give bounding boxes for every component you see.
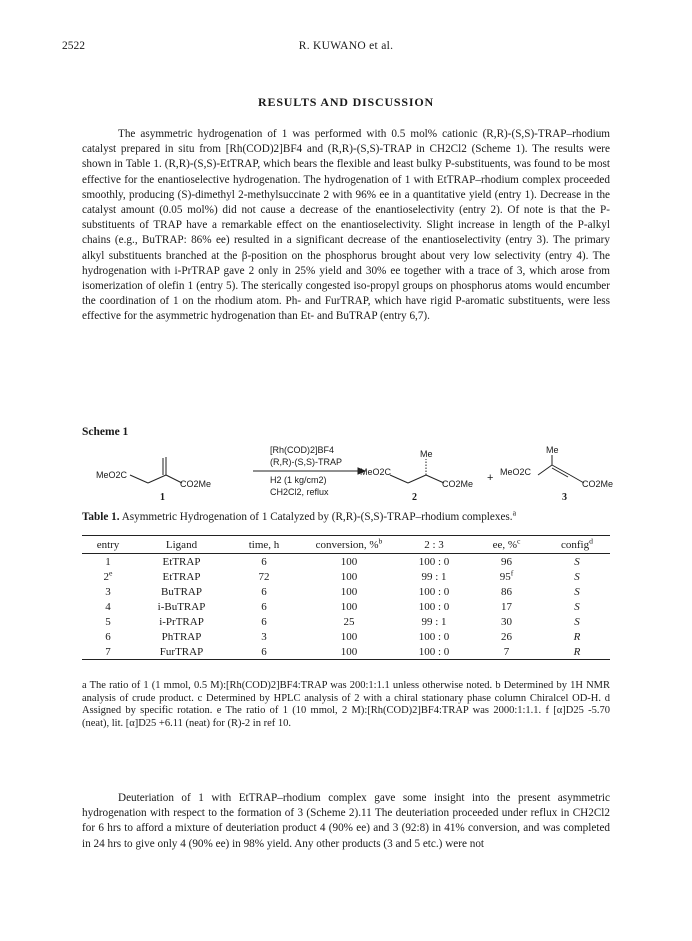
p3-methyl: Me: [546, 445, 559, 455]
paragraph-results-text: The asymmetric hydrogenation of 1 was performed with 0.5 mol% cationic (R,R)-(S,S)-TRAP–rhodium catalyst prepared in situ from [Rh(COD)2]BF4 and (R,R)-(S,S)-TRAP in CH2Cl2 (Scheme 1). The results were shown in Table 1. (R,R)-(S,S)-EtTRAP, which bears the flexible and least bulky P-substituents, was found to be most effective for the enantioselective hydrogenation. The hydrogenation of 1 with EtTRAP–rhodium complex proceeded smoothly, producing (S)-dimethyl 2-methylsuccinate 2 with 96% ee in a quantitative yield (entry 1). Decrease in the catalyst amount (0.05 mol%) did not cause a decrease of the enantioselectivity (entry 2). Of note is that the P-substituents of TRAP have a remarkable effect on the enantioselectivity. Slight increase in length of the P-alkyl chains (e.g., BuTRAP: 86% ee) resulted in a significant decrease of the enantioselectivity (entry 3). The primary alkyl substituents branched at the β-position on the phosphorus brought about very low selectivity (entry 4). The hydrogenation with i-PrTRAP gave 2 only in 25% yield and 30% ee together with a trace of 3, which arose from isomerization of olefin 1 (entry 5). The sterically congested iso-propyl groups on phosphorus atoms would encumber the coordination of 1 on the rhodium atom. Ph- and FurTRAP, which have rigid P-aromatic substituents, were less effective for the asymmetric hydrogenation than Et- and BuTRAP (entry 6,7).: [82, 128, 610, 323]
col-ligand: Ligand: [134, 536, 229, 554]
table-footnotes: a The ratio of 1 (1 mmol, 0.5 M):[Rh(COD)2]BF4:TRAP was 200:1:1.1 unless otherwise noted. b Determined by 1H NMR analysis of crude product. c Determined by HPLC analysis of 2 with a chiral stationary phase column Chiralcel OD-H. d Assigned by specific rotation. e The ratio of 1 (10 mmol, 2 M):[Rh(COD)2]BF4:TRAP was 2000:1:1.1. f [α]D25 -5.70 (neat), lit. [α]D25 +6.11 (neat) for (R)-2 in ref 10.: [82, 680, 610, 729]
compound-3-label: 3: [562, 492, 567, 503]
compound-2-label: 2: [412, 492, 417, 503]
col-time: time, h: [229, 536, 299, 554]
p2-ester-left: MeO2C: [360, 467, 392, 477]
running-header: [62, 40, 630, 56]
table-header-row: [82, 536, 610, 554]
p2-methyl: Me: [420, 449, 433, 459]
table-caption-label: Table 1.: [82, 511, 120, 523]
condition-pressure: H2 (1 kg/cm2): [270, 475, 327, 485]
paragraph-deuteriation: [82, 791, 610, 852]
col-ee: ee, %$^c$: [469, 536, 544, 554]
table-row: 3 BuTRAP 6 100 100 : 0 86 S: [105, 585, 580, 598]
p3-ester-left: MeO2C: [500, 467, 532, 477]
paragraph-results: [82, 127, 610, 325]
scheme-plus: +: [487, 472, 494, 484]
condition-solvent: CH2Cl2, reflux: [270, 487, 329, 497]
section-title: RESULTS AND DISCUSSION: [258, 95, 434, 109]
table-row: 4 i-BuTRAP 6 100 100 : 0 17 S: [105, 600, 580, 613]
sm-ester-left: MeO2C: [96, 470, 128, 480]
running-author: R. KUWANO et al.: [298, 40, 394, 52]
col-ratio: 2 : 3: [399, 536, 469, 554]
table-row: 5 i-PrTRAP 6 25 99 : 1 30 S: [105, 615, 580, 628]
table-row: 6 PhTRAP 3 100 100 : 0 26 R: [105, 630, 581, 643]
table-caption: [82, 508, 612, 523]
col-config: config$^d$: [544, 536, 610, 554]
p2-ester-right: CO2Me: [442, 479, 474, 489]
reagent-catalyst: [Rh(COD)2]BF4: [270, 445, 335, 455]
col-entry: entry: [82, 536, 134, 554]
scheme-bonds: [90, 445, 610, 497]
table-row: 1 EtTRAP 6 100 100 : 0 96 S: [105, 555, 580, 568]
table-caption-text: Asymmetric Hydrogenation of 1 Catalyzed by (R,R)-(S,S)-TRAP–rhodium complexes.: [121, 511, 513, 523]
scheme-1-reaction: [90, 445, 614, 503]
compound-1-label: 1: [160, 492, 165, 503]
col-conversion: conversion, %$^b$: [299, 536, 399, 554]
paragraph-deuteriation-text: Deuteriation of 1 with EtTRAP–rhodium complex gave some insight into the present asymmetric hydrogenation with respect to the formation of 3 (Scheme 2).11 The deuteriation proceeded under reflux in CH2Cl2 for 6 hrs to afford a mixture of deuteriation product 4 (90% ee) and 3 (92:8) in 41% conversion, and was completed in 24 hrs to give only 4 (90% ee) in 98% yield. Any other products (3 and 5 etc.) were not: [82, 792, 610, 850]
sm-ester-right: CO2Me: [180, 479, 212, 489]
table-caption-note: a: [512, 508, 517, 518]
scheme-label: Scheme 1: [82, 426, 129, 438]
table-row: 7 FurTRAP 6 100 100 : 0 7 R: [82, 644, 610, 660]
results-table: [82, 535, 610, 660]
p3-ester-right: CO2Me: [582, 479, 614, 489]
page-number: 2522: [62, 40, 85, 52]
table-row: 2e EtTRAP 72 100 99 : 1 95$^f$ S: [103, 567, 580, 583]
reagent-ligand: (R,R)-(S,S)-TRAP: [270, 457, 342, 467]
